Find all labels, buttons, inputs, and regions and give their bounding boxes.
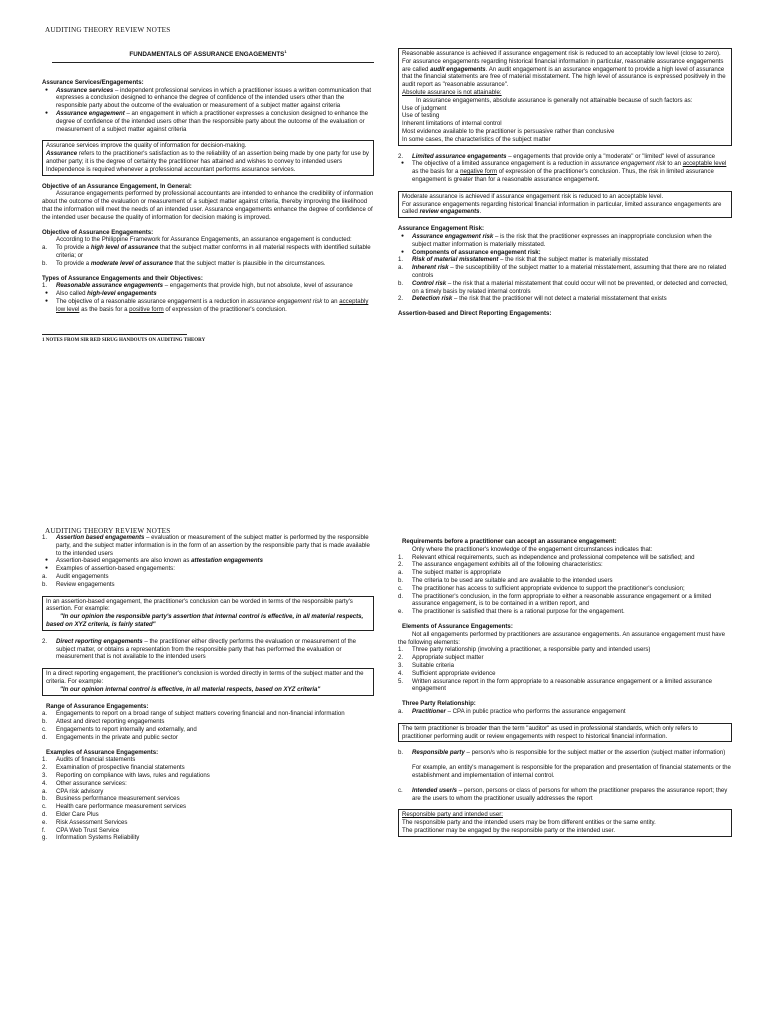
list-item: d. Engagements in the private and public sector: [42, 733, 178, 741]
note-box: In a direct reporting engagement, the practitioner's conclusion is worded directly in terms of the subject matter and the criteria. For example: "In our opinion internal control is effective, in all material respects, based on XYZ criteria": [42, 668, 374, 695]
list-item: 1. Assertion based engagements – evaluation or measurement of the subject matter is performed by the responsible party, and the subject matter information is in the form of an assertion by the responsible party that is made available to the intended users: [42, 534, 370, 557]
note-box: The term practitioner is broader than the term "auditor" as used in professional standards, which only refers to practitioner performing audit or review engagements with respect to historical financial information.: [398, 723, 732, 743]
list-item: b. Attest and direct reporting engagements: [42, 718, 165, 726]
paragraph: Not all engagements performed by practitioners are assurance engagements. An assurance engagement must have the following elements:: [398, 630, 725, 646]
list-item: 2. Direct reporting engagements – the practitioner either directly performs the evaluation or measurement of the subject matter, or obtains a representation from the responsible party that has performed the evaluation or measurement that is not available to the intended users: [42, 637, 357, 661]
list-item: b. Review engagements: [42, 580, 115, 588]
paragraph: Only where the practitioner's knowledge of the engagement circumstances indicates that:: [412, 545, 653, 553]
list-item: ● Components of assurance engagement risk:: [401, 248, 541, 256]
note-box: In an assertion-based engagement, the practitioner's conclusion can be worded in terms of the responsible party's assertion. For example: "In our opinion the responsible party's assertion that internal control is effective, in all material respects, based on XYZ criteria, is fairly stated": [42, 596, 374, 631]
list-item: a. CPA risk advisory: [42, 787, 104, 795]
section-heading: Assertion-based and Direct Reporting Engagements:: [398, 310, 552, 318]
list-item: 1. Three party relationship (involving a practitioner, a responsible party and intended users): [398, 646, 651, 654]
footnote: 1 NOTES FROM SIR RED SIRUG HANDOUTS ON AUDITING THEORY: [42, 337, 206, 343]
note-box: Responsible party and intended user: The responsible party and the intended users may be from different entities or the same entity. The practitioner may be engaged by the responsible party or the intended user.: [398, 809, 732, 836]
list-item: 5. Written assurance report in the form appropriate to a reasonable assurance engagement or a limited assurance engagement: [398, 677, 713, 693]
section-heading: Examples of Assurance Engagements:: [46, 748, 159, 756]
section-heading: Assurance Engagement Risk:: [398, 225, 485, 233]
note-box: Moderate assurance is achieved if assurance engagement risk is reduced to an acceptable level. For assurance engagements regarding historical financial information in particular, limited assurance engagements are called review engagements.: [398, 191, 732, 218]
list-item: d. Elder Care Plus: [42, 810, 99, 818]
list-item: c. Intended user/s – person, persons or class of persons for whom the practitioner prepares the assurance report; they are the users to whom the practitioner usually addresses the report: [398, 786, 728, 802]
list-item: b. The criteria to be used are suitable and are available to the intended users: [398, 576, 613, 584]
list-item: a. The subject matter is appropriate: [398, 569, 502, 577]
page-2: [0, 512, 768, 1024]
list-item: 4. Sufficient appropriate evidence: [398, 669, 496, 677]
section-heading: Objective of an Assurance Engagement, In General:: [42, 182, 192, 190]
list-item: f. CPA Web Trust Service: [42, 826, 120, 834]
section-heading: Elements of Assurance Engagements:: [402, 622, 513, 630]
section-heading: Range of Assurance Engagements:: [46, 702, 149, 710]
list-item: 2. Appropriate subject matter: [398, 654, 484, 662]
list-item: 2. Examination of prospective financial statements: [42, 764, 185, 772]
note-box: Reasonable assurance is achieved if assurance engagement risk is reduced to an acceptably low level (close to zero). For assurance engagements regarding historical financial information in particular, reasonable assurance engagements are called audit engagements. An audit engagement is an assurance engagement to provide a high level of assurance that the financial statements are free of material misstatement. The high level of assurance is expressed positively in the audit report as "reasonable assurance". Absolute assurance is not attainable: In assurance engagements, absolute assurance is generally not attainable because of such factors as: Use of judgment Use of testing Inherent limitations of internal control Most evidence available to the practitioner is persuasive rather than conclusive In some cases, the characteristics of the subject matter: [398, 48, 732, 146]
list-item: ● Assurance services – independent professional services in which a practitioner issues a written communication that expresses a conclusion designed to enhance the degree of confidence of the intended users other than the responsible party about the outcome of the evaluation or measurement of a subject matter against criteria: [45, 86, 372, 110]
list-item: d. The practitioner's conclusion, in the form appropriate to either a reasonable assurance engagement or a limited assurance engagement, is to be contained in a written report, and: [398, 592, 712, 608]
list-item: b. Business performance measurement services: [42, 795, 180, 803]
section-heading: Assurance Services/Engagements:: [42, 78, 144, 86]
list-item: 1. Risk of material misstatement – the risk that the subject matter is materially misstated: [398, 256, 649, 264]
list-item: ● Assurance engagement risk – is the risk that the practitioner expresses an inappropriate conclusion when the subject matter information is materially misstated.: [401, 232, 712, 248]
list-item: ● Assurance engagement – an engagement in which a practitioner expresses a conclusion designed to enhance the degree of confidence of the intended users other than the responsible party about the outcome of the evaluation or measurement of a subject matter against criteria: [45, 110, 368, 133]
page-header: AUDITING THEORY REVIEW NOTES: [45, 26, 171, 34]
list-item: ● Also called high-level engagements: [45, 290, 157, 298]
list-item: a. Inherent risk – the susceptibility of the subject matter to a material misstatement, assuming that there are no related controls: [398, 264, 727, 279]
list-item: ● The objective of a limited assurance engagement is a reduction in assurance engagement risk to an acceptable level as the basis for a negative form of expression of the practitioner's conclusion. Thus, the risk in limited assurance engagement is greater than for a reasonable assurance engagement.: [401, 160, 727, 183]
right-column: [398, 538, 732, 837]
list-item: a. Engagements to report on a broad range of subject matters covering financial and non-financial information: [42, 710, 345, 718]
page-header: AUDITING THEORY REVIEW NOTES: [45, 527, 171, 535]
list-item: 2. The assurance engagement exhibits all of the following characteristics:: [398, 561, 603, 569]
note-box: Assurance services improve the quality of information for decision-making. Assurance refers to the practitioner's satisfaction as to the reliability of an assertion being made by one party for use by another party; it is the degree of certainty the practitioner has attained and wishes to convey to intended users Independence is required whenever a professional accountant performs assurance services.: [42, 140, 374, 175]
list-item: 2. Detection risk – the risk that the practitioner will not detect a material misstatement that exists: [398, 295, 667, 303]
list-item: 4. Other assurance services:: [42, 779, 127, 787]
left-column: [42, 48, 374, 344]
list-item: 3. Reporting on compliance with laws, rules and regulations: [42, 771, 210, 779]
paragraph: For example, an entity's management is responsible for the preparation and presentation of financial statements or the establishment and implementation of internal control.: [412, 764, 731, 779]
list-item: 1. Reasonable assurance engagements – engagements that provide high, but not absolute, level of assurance: [42, 282, 353, 290]
section-heading: Types of Assurance Engagements and their Objectives:: [42, 274, 203, 282]
list-item: e. Risk Assessment Services: [42, 818, 128, 826]
section-heading: Objective of Assurance Engagements:: [42, 228, 154, 236]
list-item: g. Information Systems Reliability: [42, 834, 140, 842]
list-item: b. Control risk – the risk that a material misstatement that could occur will not be prevented, or detected and corrected, on a timely basis by related internal controls: [398, 279, 728, 295]
list-item: a. Audit engagements: [42, 572, 109, 580]
list-item: a. Practitioner – CPA in public practice who performs the assurance engagement: [398, 707, 626, 715]
paragraph: According to the Philippine Framework for Assurance Engagements, an assurance engagement is conducted:: [56, 236, 352, 244]
list-item: 1. Audits of financial statements: [42, 756, 136, 764]
list-item: c. Health care performance measurement services: [42, 803, 187, 811]
list-item: ● The objective of a reasonable assurance engagement is a reduction in assurance engagement risk to an acceptably low level as the basis for a positive form of expression of the practitioner's conclusion.: [45, 298, 369, 313]
list-item: c. Engagements to report internally and externally, and: [42, 725, 197, 733]
list-item: a. To provide a high level of assurance that the subject matter conforms in all material respects with identified suitable criteria; or: [42, 244, 371, 260]
footnote-rule: [42, 334, 187, 335]
list-item: b. To provide a moderate level of assurance that the subject matter is plausible in the circumstances.: [42, 259, 326, 267]
list-item: c. The practitioner has access to sufficient appropriate evidence to support the practitioner's conclusion;: [398, 584, 685, 592]
section-heading: Three Party Relationship:: [402, 700, 476, 708]
left-column: [42, 534, 374, 842]
list-item: 2. Limited assurance engagements – engagements that provide only a "moderate" or "limited" level of assurance: [398, 152, 716, 160]
list-item: e. The practitioner is satisfied that there is a rational purpose for the engagement.: [398, 608, 625, 616]
list-item: ● Assertion-based engagements are also known as attestation engagements: [45, 557, 263, 565]
list-item: 3. Suitable criteria: [398, 661, 454, 669]
list-item: b. Responsible party – person/s who is responsible for the subject matter or the assertion (subject matter information): [398, 749, 726, 757]
list-item: ● Examples of assertion-based engagements:: [45, 565, 175, 573]
list-item: 1. Relevant ethical requirements, such as independence and professional competence will be satisfied; and: [398, 553, 695, 561]
paragraph: Assurance engagements performed by professional accountants are intended to enhance the credibility of information about the outcome of the evaluation or measurement of a subject matter against criteria, thereby improving the likelihood that the information will meet the needs of an intended user. Assurance engagements enhance the degree of confidence of the intended user because the quality of information for decision making is improved.: [42, 190, 374, 221]
page-title: FUNDAMENTALS OF ASSURANCE ENGAGEMENTS$^1$: [129, 49, 287, 59]
right-column: [398, 48, 732, 318]
section-heading: Requirements before a practitioner can accept an assurance engagement:: [402, 538, 617, 545]
